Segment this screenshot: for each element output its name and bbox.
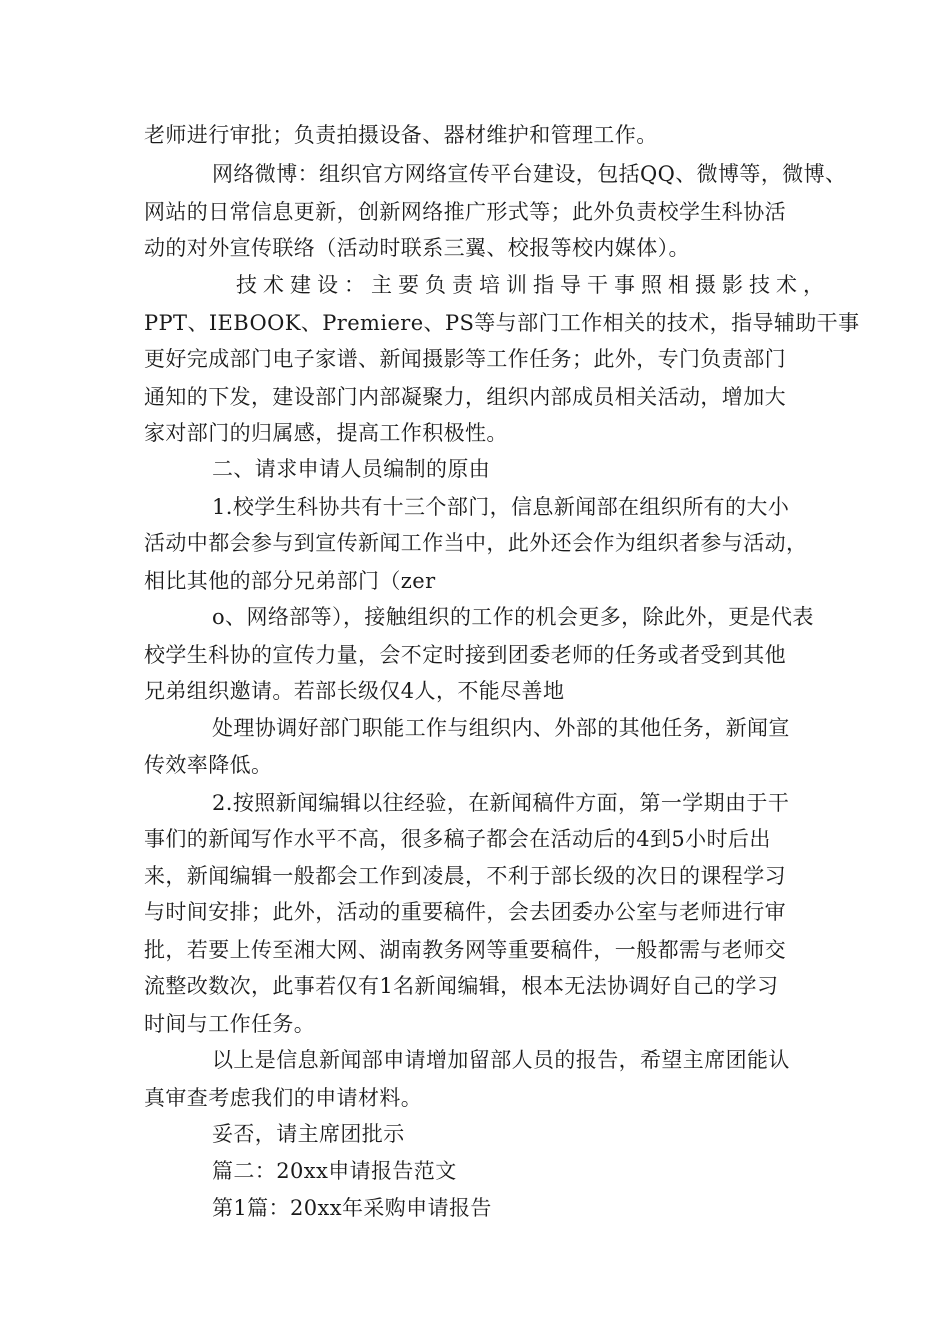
text-line: 与时间安排；此外，活动的重要稿件，会去团委办公室与老师进行审 (144, 900, 786, 924)
text-line: 篇二：20xx申请报告范文 (212, 1159, 457, 1183)
text-line: 网络微博：组织官方网络宣传平台建设，包括QQ、微博等，微博、 (212, 162, 847, 186)
text-line: 兄弟组织邀请。若部长级仅4人，不能尽善地 (144, 679, 565, 703)
text-line: 事们的新闻写作水平不高，很多稿子都会在活动后的4到5小时后出 (144, 827, 771, 851)
text-line: 1.校学生科协共有十三个部门，信息新闻部在组织所有的大小 (212, 495, 790, 519)
text-line: 相比其他的部分兄弟部门（zer (144, 569, 436, 593)
text-line: 更好完成部门电子家谱、新闻摄影等工作任务；此外，专门负责部门 (144, 347, 786, 371)
text-line: 以上是信息新闻部申请增加留部人员的报告，希望主席团能认 (212, 1048, 790, 1072)
text-line: 动的对外宣传联络（活动时联系三翼、校报等校内媒体）。 (144, 236, 690, 260)
text-line: 通知的下发，建设部门内部凝聚力，组织内部成员相关活动，增加大 (144, 385, 786, 409)
text-line: 妥否，请主席团批示 (212, 1122, 405, 1146)
text-line: 网站的日常信息更新，创新网络推广形式等；此外负责校学生科协活 (144, 200, 786, 224)
text-line: 活动中都会参与到宣传新闻工作当中，此外还会作为组织者参与活动， (144, 531, 808, 555)
section-heading: 二、请求申请人员编制的原由 (212, 457, 491, 481)
text-line: 真审查考虑我们的申请材料。 (144, 1086, 423, 1110)
text-line: 技术建设：主要负责培训指导干事照相摄影技术， (236, 273, 830, 297)
text-line: 校学生科协的宣传力量，会不定时接到团委老师的任务或者受到其他 (144, 643, 786, 667)
text-line: 传效率降低。 (144, 753, 273, 777)
text-line: PPT、IEBOOK、Premiere、PS等与部门工作相关的技术，指导辅助干事 (144, 311, 860, 335)
text-line: 来，新闻编辑一般都会工作到凌晨，不利于部长级的次日的课程学习 (144, 864, 786, 888)
text-line: o、网络部等），接触组织的工作的机会更多，除此外，更是代表 (212, 605, 814, 629)
text-line: 2.按照新闻编辑以往经验，在新闻稿件方面，第一学期由于干 (212, 791, 790, 815)
text-line: 批，若要上传至湘大网、湖南教务网等重要稿件，一般都需与老师交 (144, 938, 786, 962)
text-line: 时间与工作任务。 (144, 1012, 316, 1036)
text-line: 处理协调好部门职能工作与组织内、外部的其他任务，新闻宣 (212, 716, 790, 740)
text-line: 流整改数次，此事若仅有1名新闻编辑，根本无法协调好自己的学习 (144, 974, 779, 998)
text-line: 第1篇：20xx年采购申请报告 (212, 1196, 492, 1220)
text-line: 家对部门的归属感，提高工作积极性。 (144, 421, 508, 445)
text-line: 老师进行审批；负责拍摄设备、器材维护和管理工作。 (144, 123, 658, 147)
